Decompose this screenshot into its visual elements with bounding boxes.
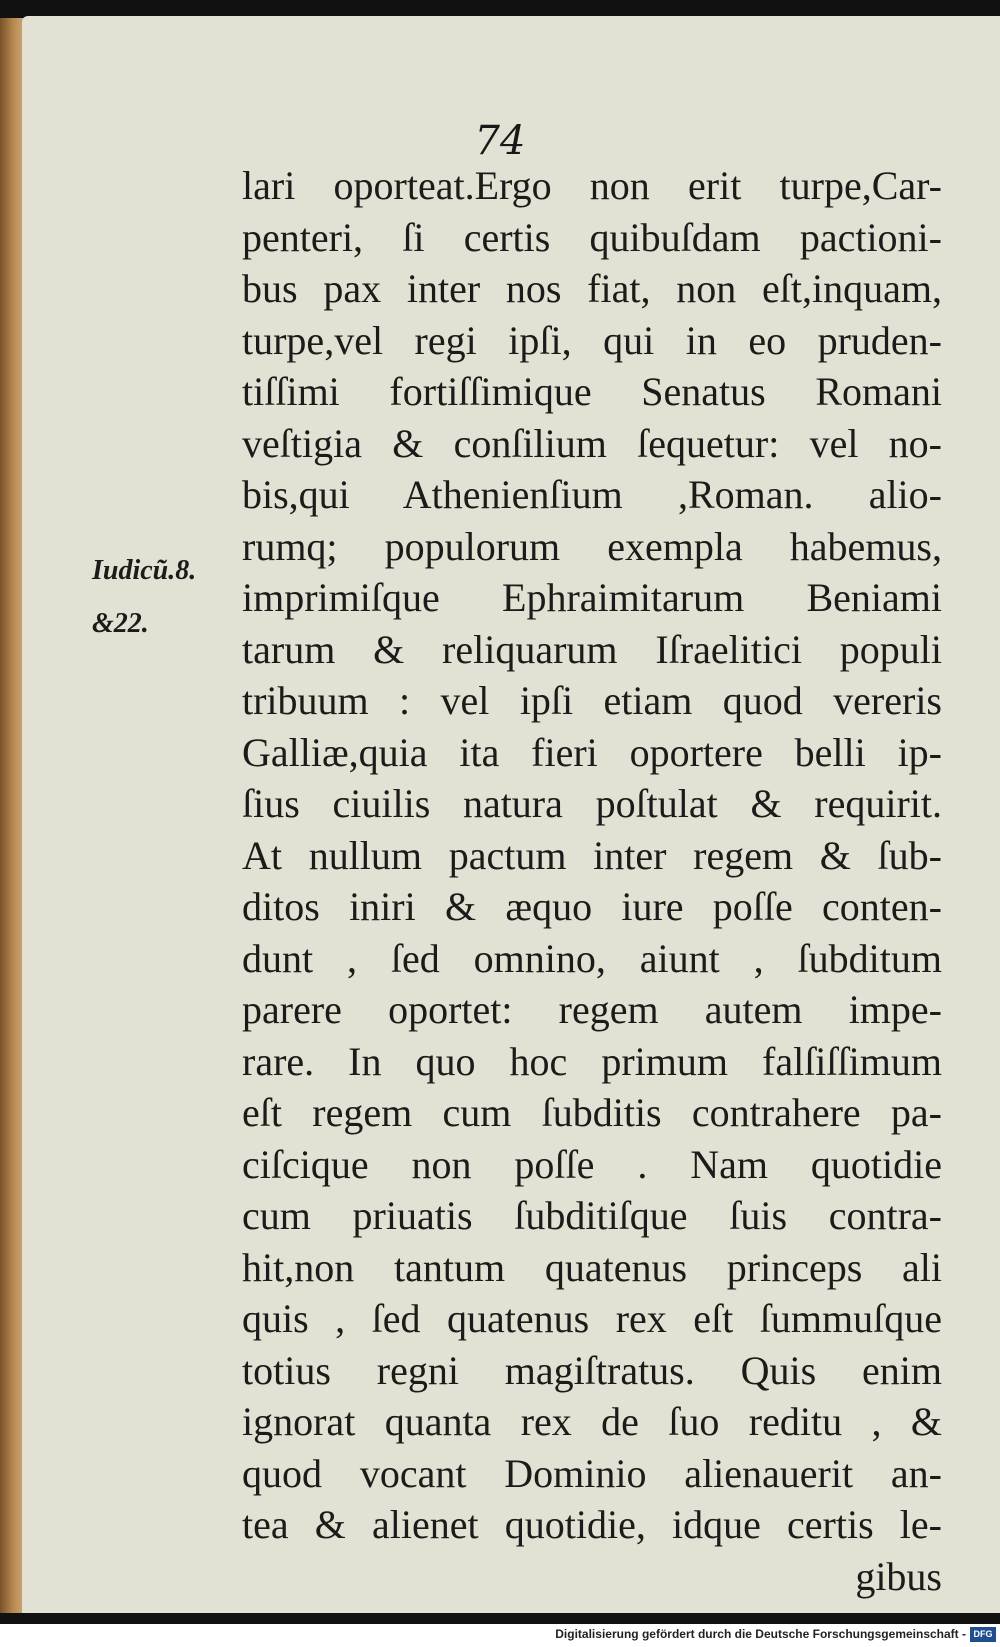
text-line: imprimiſque Ephraimitarum Beniami — [242, 575, 942, 620]
funding-footer — [0, 1624, 1000, 1647]
margin-note-reference: Iudicũ.8. — [92, 555, 197, 586]
text-line: Galliæ,quia ita fieri oportere belli ip- — [242, 729, 942, 775]
text-line: At nullum pactum inter regem & ſub- — [242, 832, 942, 878]
text-line: rare. In quo hoc primum falſiſſimum — [242, 1038, 942, 1084]
text-line: totius regni magiſtratus. Quis enim — [242, 1347, 942, 1393]
text-line-catchword: gibus — [855, 1553, 942, 1599]
text-line: dunt , ſed omnino, aiunt , ſubditum — [242, 935, 942, 981]
text-line: tea & alienet quotidie, idque certis le- — [242, 1502, 942, 1547]
text-line: eſt regem cum ſubditis contrahere pa- — [242, 1090, 942, 1135]
text-line: tarum & reliquarum Iſraelitici populi — [242, 626, 942, 672]
text-line: rumq; populorum exempla habemus, — [242, 523, 942, 569]
text-line: bis,qui Athenienſium ,Roman. alio- — [242, 472, 942, 517]
text-line: lari oporteat.Ergo non erit turpe,Car- — [242, 163, 942, 208]
text-line: parere oportet: regem autem impe- — [242, 987, 942, 1032]
dfg-logo-icon: DFG — [970, 1627, 996, 1642]
text-line: ignorat quanta rex de ſuo reditu , & — [242, 1399, 942, 1444]
page-number: 74 — [474, 118, 526, 164]
text-line: bus pax inter nos fiat, non eſt,inquam, — [242, 266, 942, 311]
margin-note-reference-continued: &22. — [92, 608, 149, 639]
text-line: tiſſimi fortiſſimique Senatus Romani — [242, 369, 942, 414]
funding-credit-text: Digitalisierung gefördert durch die Deutsche Forschungsgemeinschaft - — [555, 1627, 966, 1641]
body-text — [242, 160, 942, 1602]
text-line: penteri, ſi certis quibuſdam pactioni- — [242, 214, 942, 260]
text-line: turpe,vel regi ipſi, qui in eo pruden- — [242, 317, 942, 363]
text-line: hit,non tantum quatenus princeps ali — [242, 1244, 942, 1290]
text-line: quis , ſed quatenus rex eſt ſummuſque — [242, 1296, 942, 1341]
text-line: ſius ciuilis natura poſtulat & requirit. — [242, 781, 942, 826]
text-line: veſtigia & conſilium ſequetur: vel no- — [242, 420, 942, 466]
text-line: cum priuatis ſubditiſque ſuis contra- — [242, 1193, 942, 1238]
text-line: quod vocant Dominio alienauerit an- — [242, 1450, 942, 1496]
text-line: ciſcique non poſſe . Nam quotidie — [242, 1141, 942, 1187]
text-line: tribuum : vel ipſi etiam quod vereris — [242, 678, 942, 723]
text-line: ditos iniri & æquo iure poſſe conten- — [242, 884, 942, 929]
